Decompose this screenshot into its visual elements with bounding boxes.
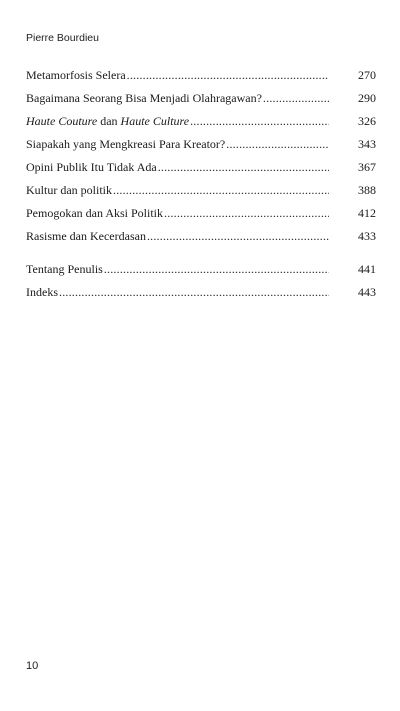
dot-leader (113, 183, 329, 198)
toc-entry-title: Opini Publik Itu Tidak Ada (26, 160, 157, 174)
dot-leader (59, 285, 329, 300)
toc-entry (26, 68, 376, 91)
toc-entry-title (26, 114, 189, 129)
toc-entry-page: 388 (358, 183, 376, 197)
dot-leader (226, 137, 329, 152)
toc-entry (26, 137, 376, 160)
toc-entry (26, 206, 376, 229)
dot-leader (164, 206, 329, 221)
toc-entry-page: 326 (358, 114, 376, 128)
toc-entry (26, 262, 376, 285)
toc-entry-title: Indeks (26, 285, 58, 299)
toc-title-italic-part: Haute Culture (120, 114, 190, 128)
toc-entry-page: 270 (358, 68, 376, 82)
toc-entry (26, 285, 376, 308)
toc-entry-page: 412 (358, 206, 376, 220)
toc-entry-page: 290 (358, 91, 376, 105)
toc-entry-title: Rasisme dan Kecerdasan (26, 229, 146, 243)
toc-title-conjunction: dan (97, 114, 121, 128)
toc-entry-title: Siapakah yang Mengkreasi Para Kreator? (26, 137, 226, 151)
toc-entry-page: 343 (358, 137, 376, 151)
toc-entry-page: 441 (358, 262, 376, 276)
toc-entry (26, 160, 376, 183)
toc-entry-title: Tentang Penulis (26, 262, 103, 276)
page-number: 10 (26, 660, 39, 672)
toc-entry-page: 433 (358, 229, 376, 243)
toc-entry-title: Metamorfosis Selera (26, 68, 126, 82)
running-header-author: Pierre Bourdieu (26, 32, 99, 44)
toc-entry-page: 367 (358, 160, 376, 174)
toc-entry (26, 114, 376, 137)
dot-leader (127, 68, 329, 83)
dot-leader (147, 229, 329, 244)
toc-entry-title: Pemogokan dan Aksi Politik (26, 206, 164, 220)
dot-leader (263, 91, 329, 106)
dot-leader (104, 262, 329, 277)
toc-entry (26, 91, 376, 114)
toc-entry (26, 229, 376, 252)
toc-entry-title: Kultur dan politik (26, 183, 112, 197)
toc-entry-title: Bagaimana Seorang Bisa Menjadi Olahragawan? (26, 91, 262, 105)
toc-entry-page: 443 (358, 285, 376, 299)
dot-leader (158, 160, 329, 175)
toc-title-italic-part: Haute Couture (26, 114, 98, 128)
table-of-contents (26, 68, 376, 308)
toc-entry (26, 183, 376, 206)
dot-leader (190, 114, 329, 129)
